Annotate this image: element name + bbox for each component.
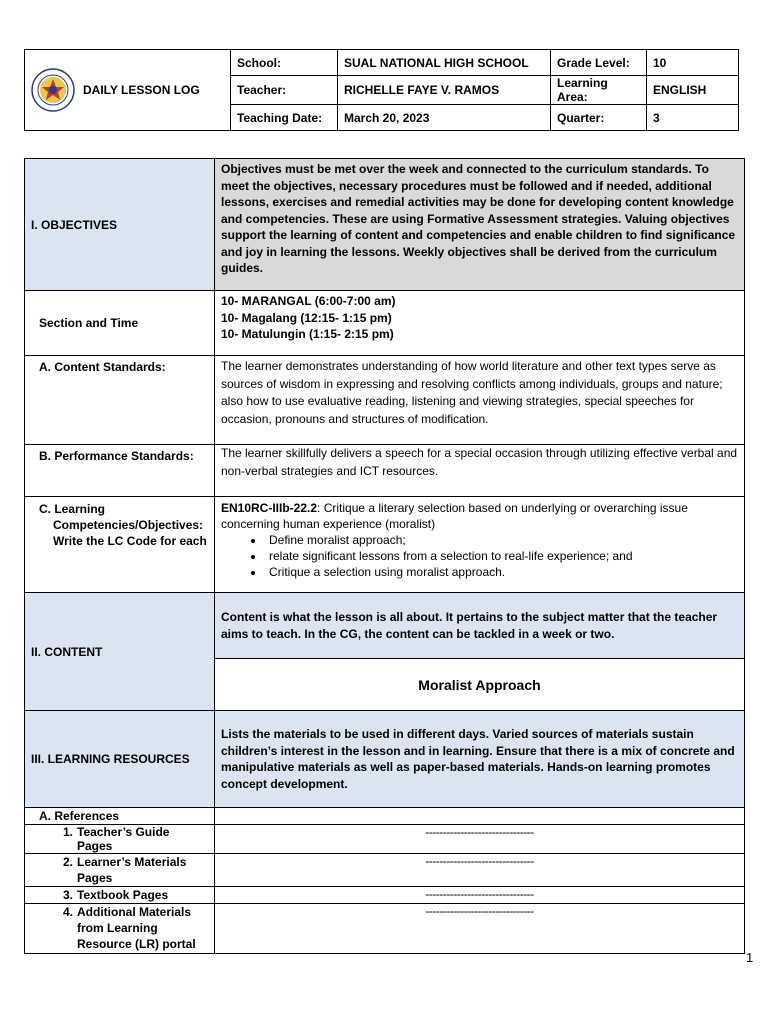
reference-value: -------------------------------	[215, 854, 745, 887]
competencies-label-line: Competencies/Objectives:	[53, 518, 204, 532]
section-time-list	[215, 291, 745, 356]
reference-label: Textbook Pages	[77, 888, 169, 902]
deped-seal-icon	[31, 68, 75, 112]
reference-item	[25, 887, 215, 904]
competencies-label-line: Write the LC Code for each	[53, 534, 207, 548]
references-value	[215, 808, 745, 825]
table-row	[25, 854, 745, 887]
header-table	[24, 49, 739, 131]
learning-area-label: Learning Area:	[551, 76, 647, 105]
teaching-date-value: March 20, 2023	[338, 105, 551, 131]
section-time-row	[25, 291, 745, 356]
teacher-label: Teacher:	[231, 76, 338, 105]
performance-standards-label: B. Performance Standards:	[25, 445, 215, 497]
reference-num: 1.	[63, 825, 74, 839]
table-row	[25, 904, 745, 954]
page-number: 1	[746, 950, 754, 965]
objectives-row	[25, 159, 745, 291]
content-label: II. CONTENT	[25, 593, 215, 711]
competencies-text	[215, 497, 745, 593]
reference-value: -------------------------------	[215, 887, 745, 904]
reference-value: -------------------------------	[215, 825, 745, 854]
quarter-value: 3	[647, 105, 739, 131]
competencies-label	[25, 497, 215, 593]
reference-label: Teacher’s Guide Pages	[77, 825, 170, 853]
section-time-item: 10- MARANGAL (6:00-7:00 am)	[221, 294, 396, 308]
competencies-label-line: C. Learning	[39, 502, 106, 516]
reference-label: Learner’s Materials Pages	[77, 855, 187, 885]
lc-code: EN10RC-IIIb-22.2	[221, 501, 318, 515]
competency-statement	[221, 500, 738, 532]
content-standards-text: The learner demonstrates understanding of how world literature and other text types serve as sources of wisdom in expressing and resolving conflicts among individuals, groups and nature; also how to use evaluative reading, listening and viewing strategies, special speeches for occasion, pronouns and structures of modification.	[215, 356, 745, 445]
header-row-school	[25, 50, 739, 76]
reference-value: -------------------------------	[215, 904, 745, 954]
learning-area-value: ENGLISH	[647, 76, 739, 105]
lc-description: : Critique a literary selection based on underlying or overarching issue concerning human experience (moralist)	[221, 501, 688, 531]
learning-resources-row	[25, 711, 745, 808]
references-row	[25, 808, 745, 825]
reference-num: 3.	[63, 888, 74, 902]
school-value: SUAL NATIONAL HIGH SCHOOL	[338, 50, 551, 76]
table-row	[25, 825, 745, 854]
title-cell	[25, 50, 231, 131]
quarter-label: Quarter:	[551, 105, 647, 131]
reference-item	[25, 854, 215, 887]
performance-standards-text: The learner skillfully delivers a speech for a special occasion through utilizing effective verbal and non-verbal strategies and ICT resources.	[215, 445, 745, 497]
competency-bullets	[221, 532, 738, 580]
reference-item	[25, 904, 215, 954]
reference-label: Additional Materials from Learning Resource (LR) portal	[77, 905, 196, 951]
list-item: • Define moralist approach;	[265, 532, 738, 548]
grade-level-value: 10	[647, 50, 739, 76]
teaching-date-label: Teaching Date:	[231, 105, 338, 131]
content-note: Content is what the lesson is all about. It pertains to the subject matter that the teacher aims to teach. In the CG, the content can be tackled in a week or two.	[215, 593, 745, 659]
references-label: A. References	[25, 808, 215, 825]
content-topic: Moralist Approach	[215, 659, 745, 711]
section-time-item: 10- Matulungin (1:15- 2:15 pm)	[221, 327, 394, 341]
reference-item	[25, 825, 215, 854]
objectives-label: I. OBJECTIVES	[25, 159, 215, 291]
reference-num: 2.	[63, 855, 74, 869]
competencies-row	[25, 497, 745, 593]
lesson-log-table	[24, 158, 745, 954]
teacher-value: RICHELLE FAYE V. RAMOS	[338, 76, 551, 105]
page-title: DAILY LESSON LOG	[83, 83, 200, 97]
performance-standards-row	[25, 445, 745, 497]
learning-resources-note: Lists the materials to be used in different days. Varied sources of materials sustain children’s interest in the lesson and in learning. Ensure that there is a mix of concrete and manipulative materials as well as paper-based materials. Hands-on learning promotes concept development.	[215, 711, 745, 808]
content-standards-row	[25, 356, 745, 445]
list-item: • relate significant lessons from a selection to real-life experience; and	[265, 548, 738, 564]
table-row	[25, 887, 745, 904]
section-time-item: 10- Magalang (12:15- 1:15 pm)	[221, 310, 392, 325]
learning-resources-label: III. LEARNING RESOURCES	[25, 711, 215, 808]
list-item: • Critique a selection using moralist approach.	[265, 564, 738, 580]
grade-level-label: Grade Level:	[551, 50, 647, 76]
content-standards-label: A. Content Standards:	[25, 356, 215, 445]
section-time-label: Section and Time	[25, 291, 215, 356]
content-row	[25, 593, 745, 659]
objectives-note: Objectives must be met over the week and connected to the curriculum standards. To meet the objectives, necessary procedures must be followed and if needed, additional lessons, exercises and remedial activities may be done for developing content knowledge and competencies. These are using Formative Assessment strategies. Valuing objectives support the learning of content and competencies and enable children to find significance and joy in learning the lessons. Weekly objectives shall be derived from the curriculum guides.	[215, 159, 745, 291]
reference-num: 4.	[63, 905, 74, 919]
school-label: School:	[231, 50, 338, 76]
